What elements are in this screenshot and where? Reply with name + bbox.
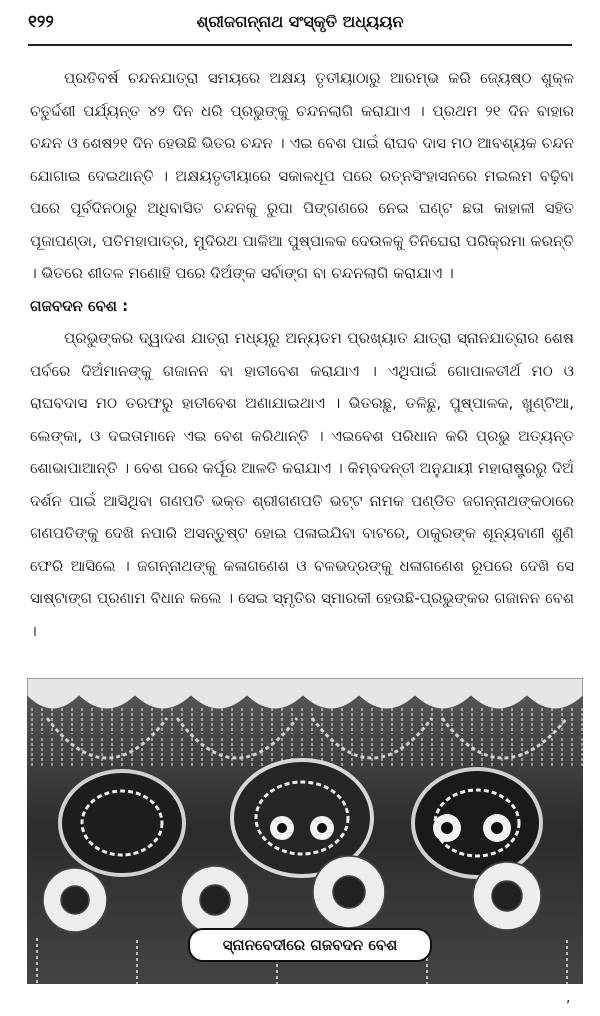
paragraph-gajabadana: ପ୍ରଭୁଙ୍କର ଦ୍ୱାଦଶ ଯାତ୍ରା ମଧ୍ୟରୁ ଅନ୍ୟତମ ପ୍ରଖ୍ୟାତ ଯାତ୍ରା ସ୍ନାନଯାତ୍ରାର ଶେଷ ପର୍ବରେ ଦିଅଁମାନଙ୍କୁ ଗଜାନନ ବା ହାତୀବେଶ କରାଯାଏ । ଏଥିପାଇଁ ଗୋପାଳତୀର୍ଥ ମଠ ଓ ରାଘବଦାସ ମଠ ତରଫରୁ ହାତୀବେଶ ଅଣାଯାଇଥାଏ । ଭିତରଛୁ, ତଳିଛୁ, ପୁଷ୍ପାଳକ, ଖୁଣ୍ଟିଆ, ଲେଙ୍କା, ଓ ଦଇତାମାନେ ଏଇ ବେଶ କରିଥାନ୍ତି । ଏଇବେଶ ପରିଧାନ କରି ପ୍ରଭୁ ଅତ୍ୟନ୍ତ ଶୋଭାପାଆନ୍ତି । ବେଶ ପରେ କର୍ପୂର ଆଳତି କରାଯାଏ । କିମ୍ବଦନ୍ତୀ ଅନୁଯାୟୀ ମହାରାଷ୍ଟ୍ରରୁ ଦିଅଁ ଦର୍ଶନ ପାଇଁ ଆସିଥିବା ଗଣପତି ଭକ୍ତ ଶ୍ରୀଗଣପତି ଭଟ୍ଟ ନାମକ ପଣ୍ଡିତ ଜଗନ୍ନାଥଙ୍କଠାରେ ଗଣପତିଙ୍କୁ ଦେଖି ନପାରି ଅସନ୍ତୁଷ୍ଟ ହୋଇ ପଳାଇଯିବା ବାଟରେ, ଠାକୁରଙ୍କ ଶୂନ୍ୟବାଣୀ ଶୁଣି ଫେରି ଆସିଲେ । ଜଗନ୍ନାଥଙ୍କୁ କଳାଗଣେଶ ଓ ବଳଭଦ୍ରଙ୍କୁ ଧଳାଗଣେଶ ରୂପରେ ଦେଖି ସେ ସାଷ୍ଟାଙ୍ଗ ପ୍ରଣାମ ବିଧାନ କଲେ । ସେଇ ସ୍ମୃତିର ସ୍ମାରକୀ ହେଉଛି-ପ୍ରଭୁଙ୍କର ଗଜାନନ ବେଶ । [30, 329, 574, 640]
text-body [30, 62, 574, 647]
section-heading-gajabadana: ଗଜବଦନ ବେଶ : [30, 296, 129, 315]
header-rule [28, 44, 572, 46]
page-number: ୧୨୨ [28, 12, 54, 32]
corner-mark: , [566, 990, 571, 1006]
paragraph-chandan-lagi: ପ୍ରତିବର୍ଷ ଚନ୍ଦନଯାତ୍ରା ସମୟରେ ଅକ୍ଷୟ ତୃତୀୟାଠାରୁ ଆରମ୍ଭ କରି ଜ୍ୟେଷ୍ଠ ଶୁକ୍ଳ ଚତୁର୍ଦ୍ଦଶୀ ପର୍ଯ୍ୟନ୍ତ ୪୨ ଦିନ ଧରି ପ୍ରଭୁଙ୍କୁ ଚନ୍ଦନଲାଗି କରାଯାଏ । ପ୍ରଥମ ୨୧ ଦିନ ବାହାର ଚନ୍ଦନ ଓ ଶେଷ୨୧ ଦିନ ହେଉଛି ଭିତର ଚନ୍ଦନ । ଏଇ ବେଶ ପାଇଁ ରାଘବ ଦାସ ମଠ ଆବଶ୍ୟକ ଚନ୍ଦନ ଯୋଗାଇ ଦେଇଥାନ୍ତି । ଅକ୍ଷୟତୃତୀୟାରେ ସକାଳଧୂପ ପରେ ରତ୍ନସିଂହାସନରେ ମଇଲମ ବଢ଼ିବା ପରେ ପୂର୍ବଦିନଠାରୁ ଅଧିବାସିତ ଚନ୍ଦନକୁ ରୁପା ପିଙ୍ଗଣରେ ନେଇ ଘଣ୍ଟ ଛତା କାହାଳୀ ସହିତ ପୂଜାପଣ୍ଡା, ପତିମହାପାତ୍ର, ମୁଦିରଥ ପାଳିଆ ପୁଷ୍ପାଳକ ଦେଉଳକୁ ତିନିଘେରା ପରିକ୍ରମା କରନ୍ତି । ଭିତରେ ଶୀତଳ ମଣୋହି ପରେ ଦିଅଁଙ୍କ ସର୍ବାଙ୍ଗ ବା ଚନ୍ଦନଲାଗି କରାଯାଏ । [30, 69, 574, 282]
figure-caption: ସ୍ନାନବେଦୀରେ ଗଜବଦନ ବେଶ [188, 928, 432, 962]
running-title: ଶ୍ରୀଜଗନ୍ନାଥ ସଂସ୍କୃତି ଅଧ୍ୟୟନ [196, 12, 404, 31]
page-header [28, 10, 572, 38]
